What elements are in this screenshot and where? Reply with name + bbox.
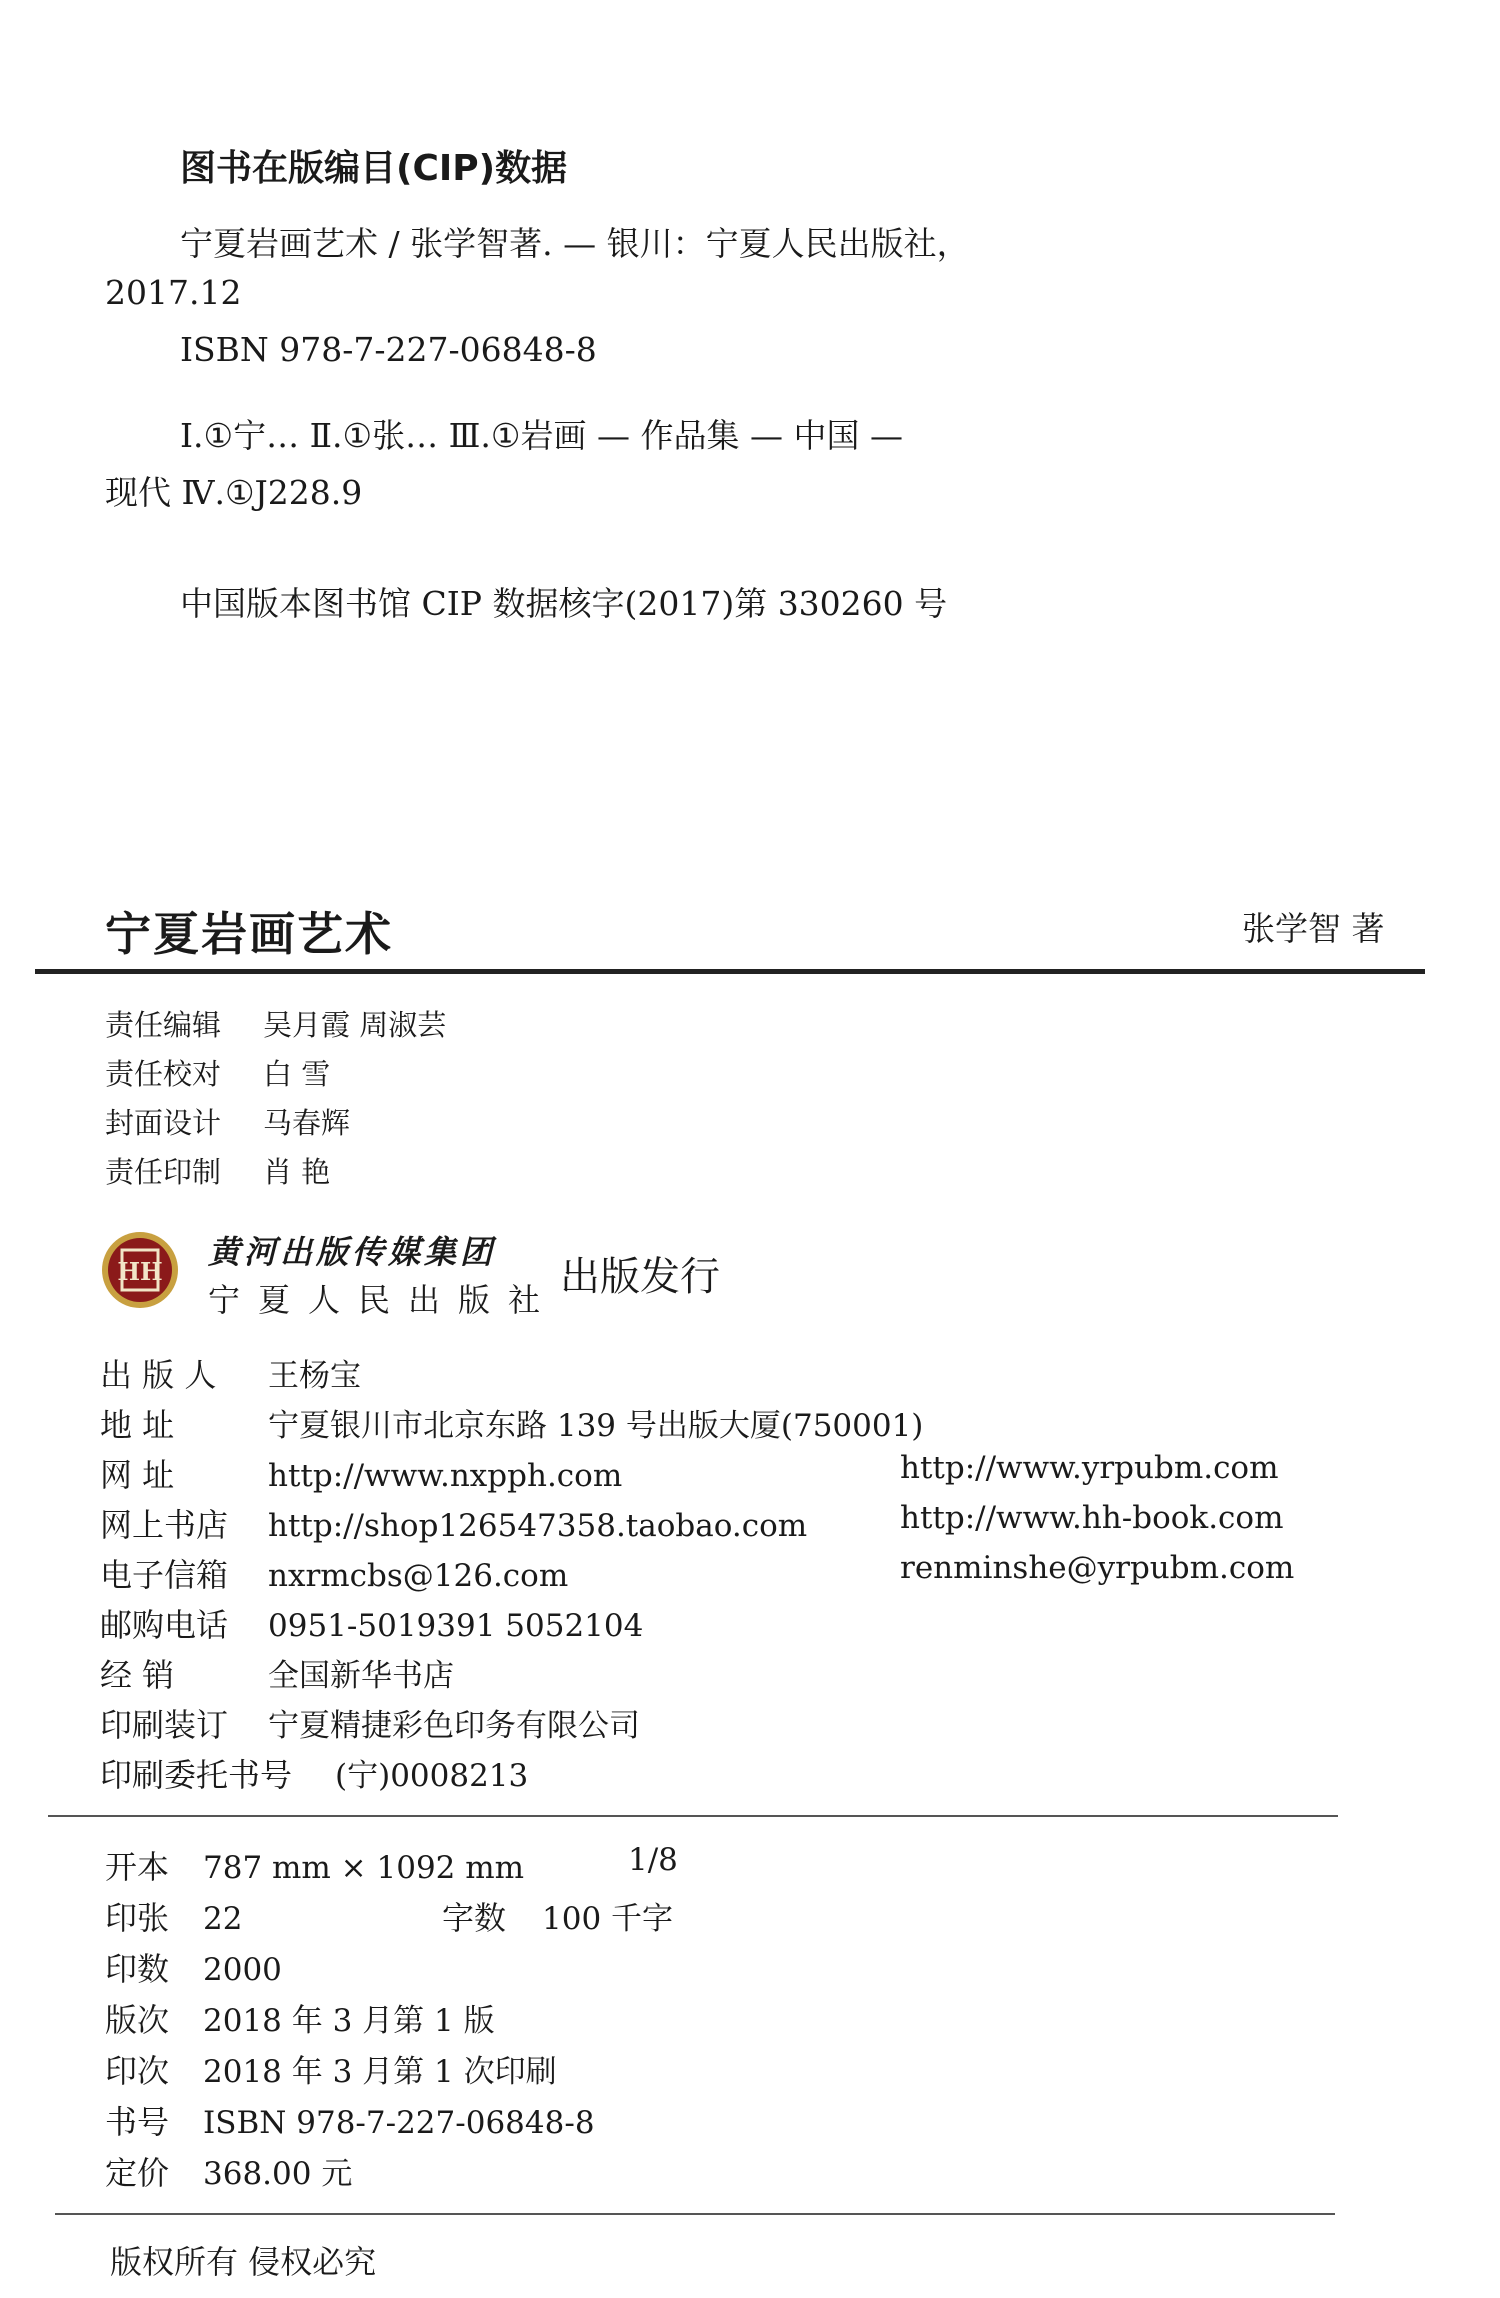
email-link-2[interactable]: renminshe@yrpubm.com: [900, 1550, 1295, 1586]
credit-label: 封面设计: [105, 1106, 222, 1140]
info-row: [100, 1350, 1300, 1396]
cip-line-3: ISBN 978-7-227-06848-8: [180, 330, 597, 369]
section-divider: [48, 1815, 1338, 1817]
credit-label: 责任编辑: [105, 1008, 222, 1042]
credit-row: [105, 1101, 350, 1142]
spec-value: 22: [203, 1901, 243, 1937]
cip-line-1: 宁夏岩画艺术 / 张学智著. — 银川：宁夏人民出版社，: [180, 224, 970, 263]
credit-label: 责任校对: [105, 1057, 222, 1091]
spec-extra-label: 字数: [442, 1899, 507, 1937]
publisher-group: 黄河出版传媒集团: [208, 1233, 497, 1271]
spec-extra-value: 1/8: [628, 1842, 678, 1878]
spec-row: [105, 2148, 352, 2194]
spec-row: [105, 2046, 557, 2092]
spec-value: 2018 年 3 月第 1 次印刷: [203, 2054, 557, 2090]
info-label: 出 版 人: [100, 1356, 217, 1394]
spec-row: [105, 1842, 524, 1888]
info-value: 王杨宝: [268, 1358, 361, 1394]
info-label: 经 销: [100, 1656, 175, 1694]
online-store-link[interactable]: http://shop126547358.taobao.com: [268, 1508, 808, 1544]
info-value: 宁夏银川市北京东路 139 号出版大厦(750001): [268, 1408, 924, 1444]
spec-label: 印次: [105, 2052, 170, 2090]
spec-extra-row: [442, 1893, 673, 1939]
info-row: [100, 1450, 1300, 1496]
spec-value: 2000: [203, 1952, 282, 1988]
credit-value: 马春辉: [263, 1106, 351, 1140]
info-row: [100, 1750, 1300, 1796]
website-link[interactable]: http://www.nxpph.com: [268, 1458, 623, 1494]
info-value: (宁)0008213: [335, 1758, 529, 1794]
cip-line-2: 2017.12: [105, 273, 242, 312]
credit-row: [105, 1052, 330, 1093]
spec-label: 书号: [105, 2103, 170, 2141]
info-label: 网 址: [100, 1456, 175, 1494]
info-label: 网上书店: [100, 1506, 229, 1544]
spec-label: 印张: [105, 1899, 170, 1937]
credit-value: 白 雪: [263, 1057, 331, 1091]
credit-row: [105, 1150, 330, 1191]
publisher-press: 宁夏人民出版社: [208, 1281, 559, 1319]
cip-line-4: Ⅰ.①宁… Ⅱ.①张… Ⅲ.①岩画 — 作品集 — 中国 —: [180, 416, 903, 455]
info-label: 邮购电话: [100, 1606, 229, 1644]
spec-value: ISBN 978-7-227-06848-8: [203, 2105, 595, 2141]
title-divider: [35, 969, 1425, 974]
info-value: 宁夏精捷彩色印务有限公司: [268, 1708, 640, 1744]
spec-value: 787 mm × 1092 mm: [203, 1850, 525, 1886]
spec-label: 定价: [105, 2154, 170, 2192]
info-row: [100, 1650, 1300, 1696]
spec-label: 开本: [105, 1848, 170, 1886]
info-label: 印刷委托书号: [100, 1756, 293, 1794]
spec-row: [105, 2097, 595, 2143]
info-value: 全国新华书店: [268, 1658, 454, 1694]
publish-distribute-label: 出版发行: [560, 1254, 720, 1300]
info-row: [100, 1700, 1300, 1746]
online-store-link-2[interactable]: http://www.hh-book.com: [900, 1500, 1284, 1536]
spec-label: 版次: [105, 2001, 170, 2039]
spec-row: [105, 1995, 495, 2041]
cip-line-5: 现代 Ⅳ.①J228.9: [105, 473, 363, 512]
website-link-2[interactable]: http://www.yrpubm.com: [900, 1450, 1279, 1486]
book-author: 张学智 著: [1242, 909, 1385, 948]
section-divider: [55, 2213, 1335, 2215]
spec-label: 印数: [105, 1950, 170, 1988]
spec-value: 368.00 元: [203, 2156, 353, 2192]
info-value: 0951-5019391 5052104: [268, 1608, 644, 1644]
book-title: 宁夏岩画艺术: [105, 907, 393, 961]
credit-row: [105, 1003, 446, 1044]
info-label: 地 址: [100, 1406, 175, 1444]
spec-row: [105, 1893, 242, 1939]
info-label: 印刷装订: [100, 1706, 229, 1744]
cip-heading: 图书在版编目(CIP)数据: [180, 148, 568, 189]
cip-line-6: 中国版本图书馆 CIP 数据核字(2017)第 330260 号: [180, 584, 948, 623]
spec-value: 2018 年 3 月第 1 版: [203, 2003, 495, 2039]
spec-row: [105, 1944, 282, 1990]
publisher-logo-icon: [100, 1230, 180, 1310]
info-label: 电子信箱: [100, 1556, 229, 1594]
credit-label: 责任印制: [105, 1155, 222, 1189]
info-row: [100, 1400, 1300, 1446]
svg-text:HH: HH: [117, 1257, 163, 1286]
copyright-notice: 版权所有 侵权必究: [110, 2243, 377, 2281]
email-link[interactable]: nxrmcbs@126.com: [268, 1558, 569, 1594]
info-row: [100, 1550, 1300, 1596]
spec-extra-value: 100 千字: [542, 1901, 674, 1937]
credit-value: 肖 艳: [263, 1155, 331, 1189]
credit-value: 吴月霞 周淑芸: [263, 1008, 447, 1042]
info-row: [100, 1600, 1300, 1646]
info-row: [100, 1500, 1300, 1546]
